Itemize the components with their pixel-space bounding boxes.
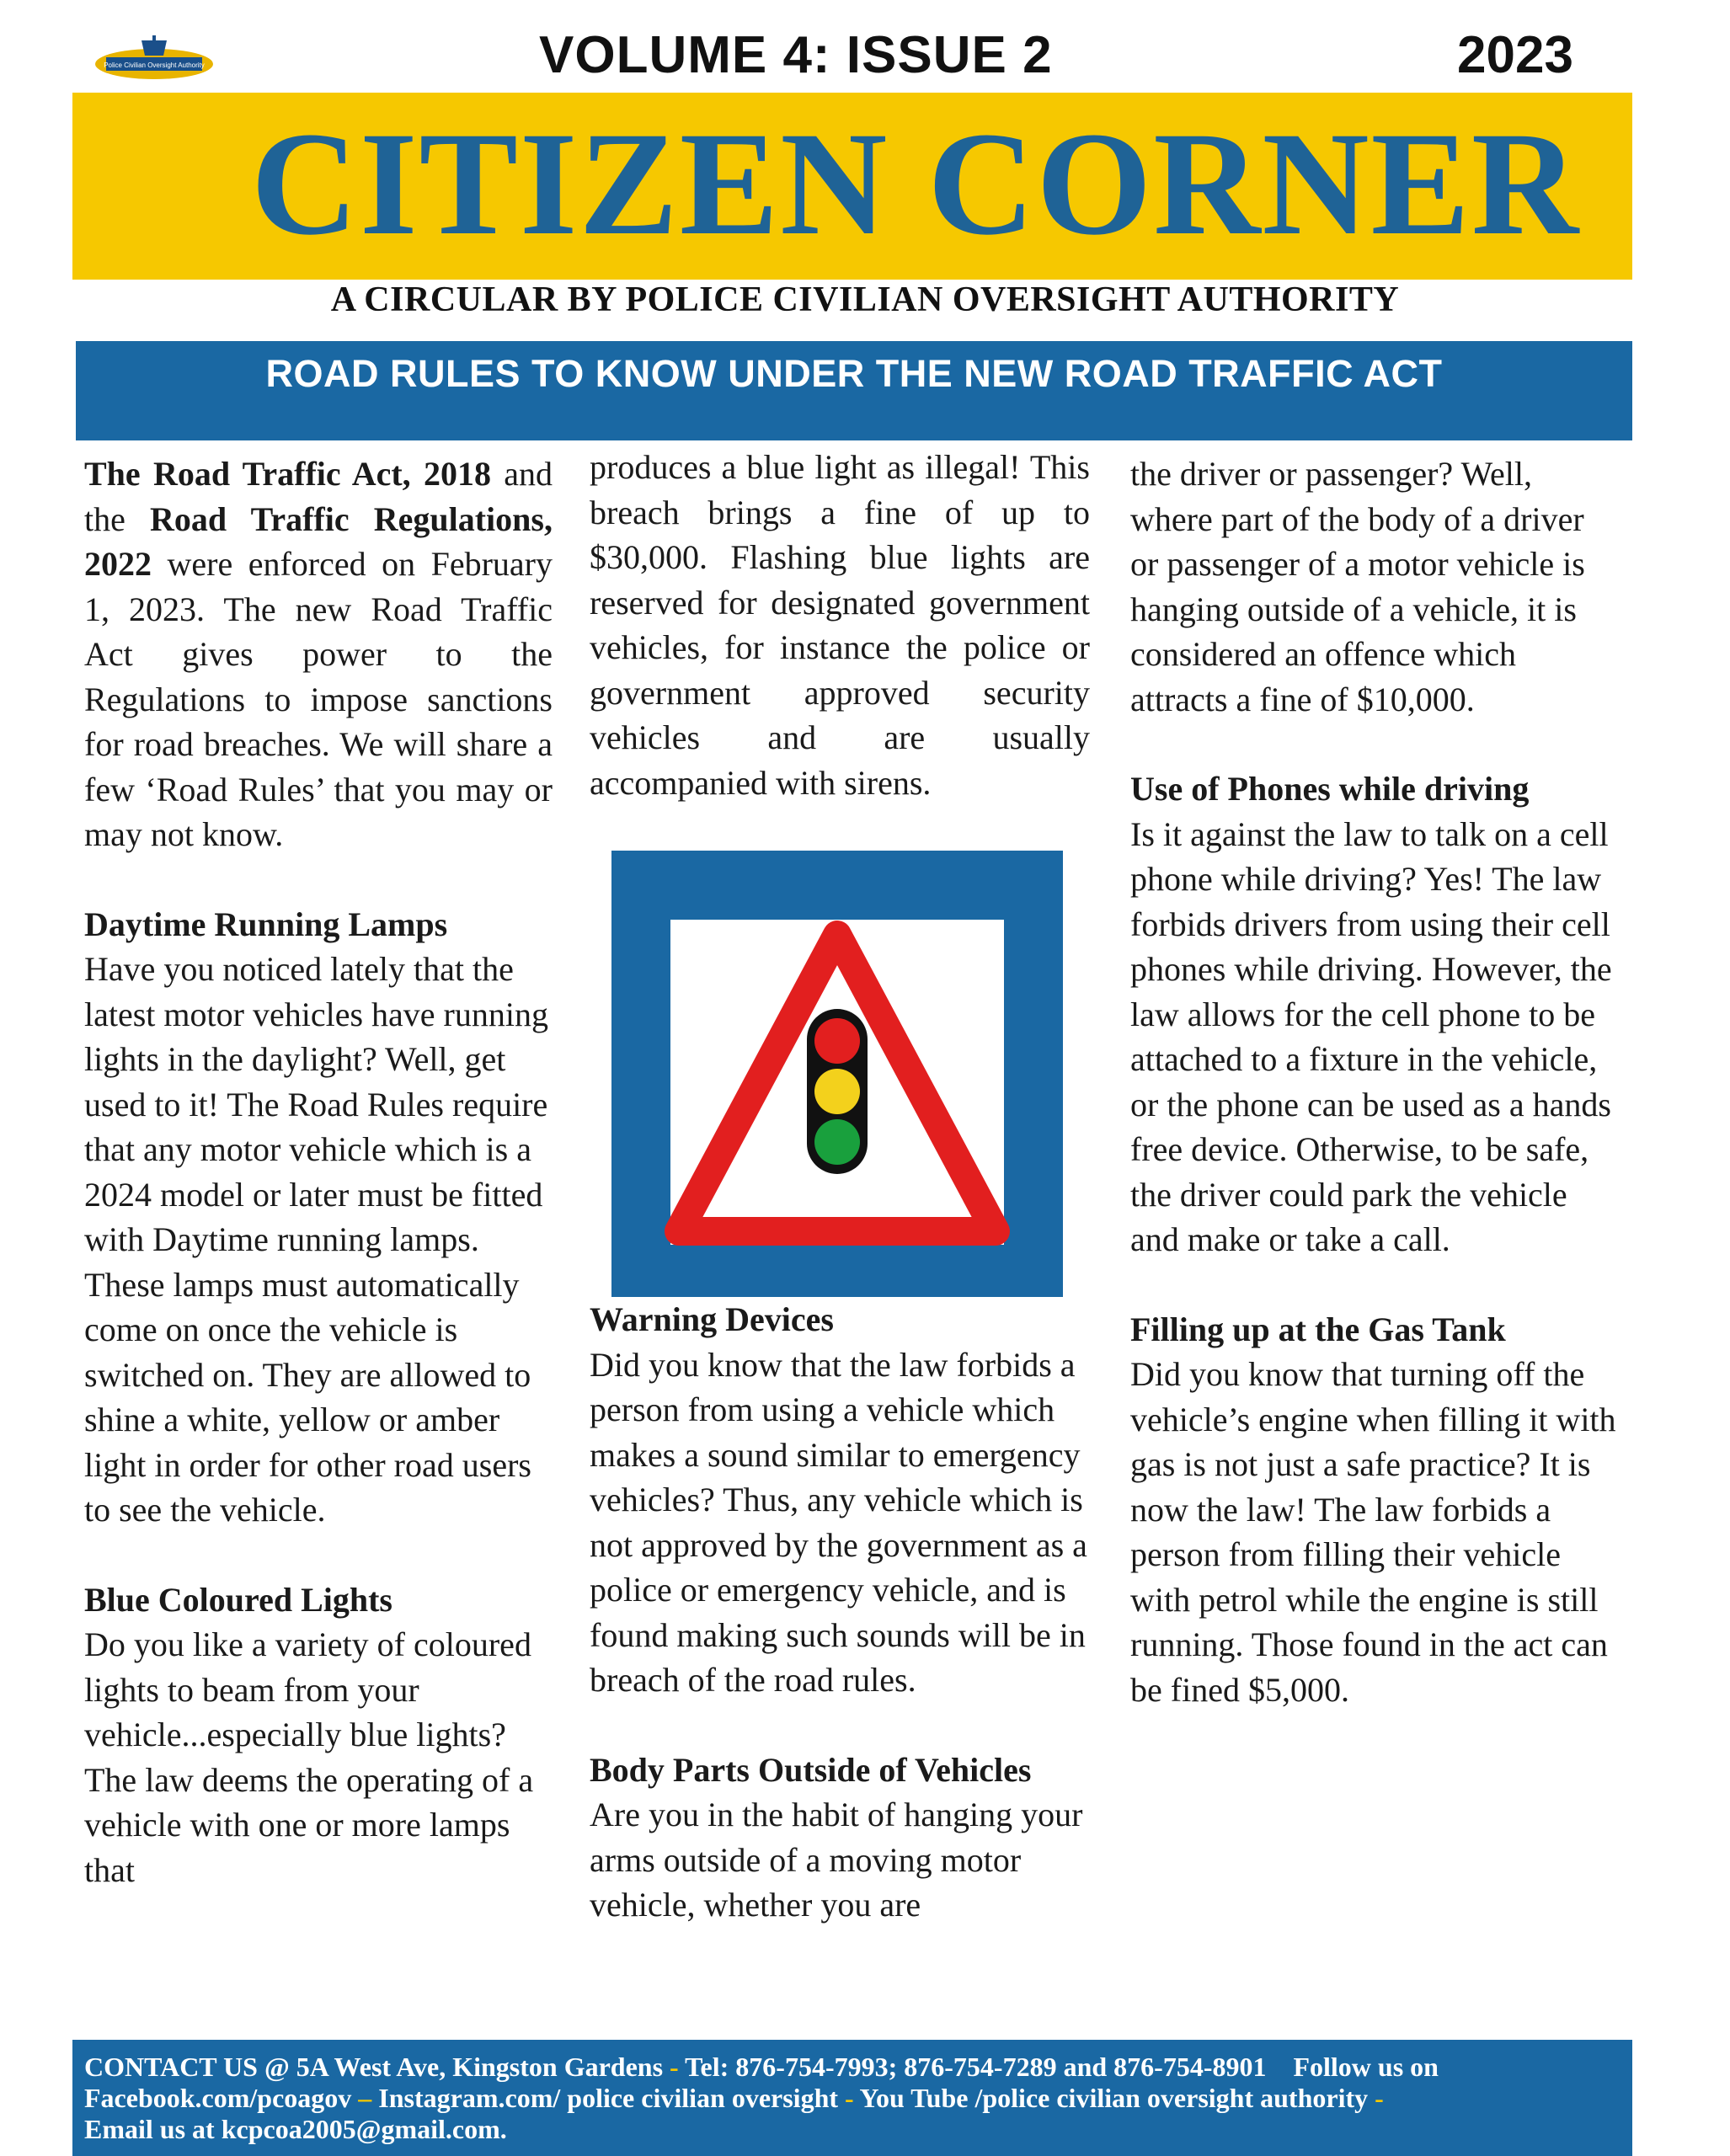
newsletter-title: CITIZEN CORNER [250,102,1581,266]
footer-facebook-link[interactable]: Facebook.com/pcoagov [84,2083,352,2113]
footer-sep: - [838,2083,860,2113]
regulations-name: Road Traffic Regulations, 2022 [84,499,553,583]
footer-email-link[interactable]: Email us at kcpcoa2005@gmail.com. [84,2114,507,2144]
footer-sep: – [351,2083,379,2113]
footer-sep: - [663,2052,686,2082]
column-1 [84,451,553,1892]
section-heading-gas-tank: Filling up at the Gas Tank [1130,1310,1506,1348]
section-body-blue-lights: Do you like a variety of coloured lights to beam from your vehicle...especially blue lights? The law deems the operating of a vehicle with one or more lamps that [84,1625,534,1889]
volume-issue: VOLUME 4: ISSUE 2 [539,26,1053,84]
svg-text:Police Civilian Oversight Auth: Police Civilian Oversight Authority [104,61,205,69]
issue-year: 2023 [1457,26,1573,84]
intro-text: and the [84,455,553,538]
section-body-blue-lights-cont: produces a blue light as illegal! This breach brings a fine of up to $30,000. Flashing blue lights are reserved for designated government vehicles, for instance the police or government approved security vehicles and are usually accompanied with sirens. [590,448,1090,802]
section-heading-blue-lights: Blue Coloured Lights [84,1580,392,1619]
section-body-gas-tank: Did you know that turning off the vehicle’s engine when filling it with gas is not just a safe practice? It is now the law! The law forbids a person from filling their vehicle with petrol while the engine is still running. Those found in the act can be fined $5,000. [1130,1355,1616,1709]
section-body-body-parts: Are you in the habit of hanging your arms outside of a moving motor vehicle, whether you are [590,1796,1083,1924]
column-2-lower [590,1297,1090,1928]
column-3 [1130,451,1619,1712]
contact-footer [72,2040,1632,2156]
footer-address: CONTACT US @ 5A West Ave, Kingston Gardens [84,2052,664,2082]
section-heading-daytime-lamps: Daytime Running Lamps [84,905,448,943]
footer-instagram-link[interactable]: Instagram.com/ police civilian oversight [378,2083,839,2113]
traffic-light-warning-sign-icon [611,851,1063,1297]
footer-follow: Follow us on [1293,2052,1439,2082]
section-body-daytime-lamps: Have you noticed lately that the latest motor vehicles have running lights in the daylight? Well, get used to it! The Road Rules require that any motor vehicle which is a 2024 model or later must be fitted with Daytime running lamps. These lamps must automatically come on once the vehicle is switched on. They are allowed to shine a white, yellow or amber light in order for other road users to see the vehicle. [84,950,548,1529]
section-heading-body-parts: Body Parts Outside of Vehicles [590,1750,1032,1789]
topic-banner [76,341,1632,440]
footer-phone: Tel: 876-754-7993; 876-754-7289 and 876-754-8901 [685,2052,1267,2082]
section-heading-phones: Use of Phones while driving [1130,770,1530,808]
title-banner [72,93,1632,280]
section-body-body-parts-cont: the driver or passenger? Well, where part of the body of a driver or passenger of a motor vehicle is hanging outside of a vehicle, it is considered an offence which attracts a fine of $10,000. [1130,455,1585,718]
pcoa-logo [91,34,217,84]
section-body-warning-devices: Did you know that the law forbids a person from using a vehicle which makes a sound similar to emergency vehicles? Thus, any vehicle which is not approved by the government as a police or emergency vehicle, and is found making such sounds will be in breach of the road rules. [590,1345,1087,1699]
section-heading-warning-devices: Warning Devices [590,1300,834,1338]
column-2 [590,445,1090,805]
act-name: The Road Traffic Act, 2018 [84,455,491,493]
section-body-phones: Is it against the law to talk on a cell phone while driving? Yes! The law forbids drivers from using their cell phones while driving. However, the law allows for the cell phone to be attached to a fixture in the vehicle, or the phone can be used as a hands free device. Otherwise, to be safe, the driver could park the vehicle and make or take a call. [1130,814,1612,1258]
footer-text [84,2052,1621,2145]
topic-heading: ROAD RULES TO KNOW UNDER THE NEW ROAD TRAFFIC ACT [265,352,1443,395]
footer-youtube-link[interactable]: You Tube /police civilian oversight authority [859,2083,1369,2113]
intro-text-2: were enforced on February 1, 2023. The new Road Traffic Act gives power to the Regulations to impose sanctions for road breaches. We will share a few ‘Road Rules’ that you may or may not know. [84,545,553,853]
footer-sep: - [1368,2083,1384,2113]
subtitle: A CIRCULAR BY POLICE CIVILIAN OVERSIGHT AUTHORITY [330,280,1400,319]
intro-paragraph [84,451,553,857]
